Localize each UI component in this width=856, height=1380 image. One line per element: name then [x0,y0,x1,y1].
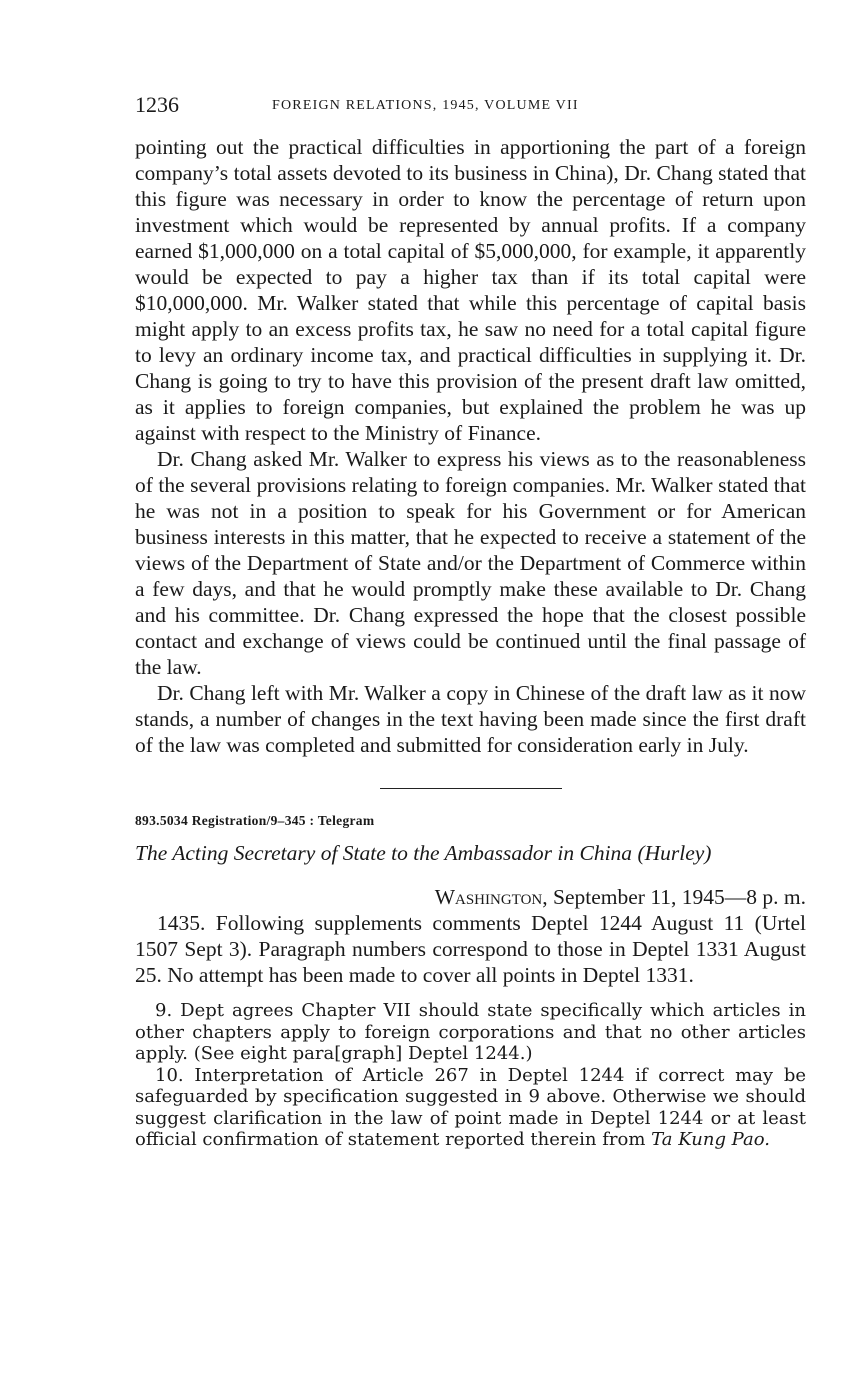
point-9: 9. Dept agrees Chapter VII should state specifically which articles in other chapters apply to foreign corporations and that no other articles apply. (See eight para[graph] Deptel 1244.) [135,1000,806,1064]
document-title-main: The Acting Secretary of State to the Ambassador in China [135,841,633,865]
paragraph: Dr. Chang left with Mr. Walker a copy in Chinese of the draft law as it now stands, a number of changes in the text having been made since the first draft of the law was completed and submitted for consideration early in July. [135,681,806,757]
newspaper-name: Ta Kung Pao. [651,1129,770,1150]
page-number: 1236 [135,92,179,117]
telegram-body [135,910,806,988]
file-reference: 893.5034 Registration/9–345 : Telegram [135,813,375,828]
document-title [135,839,806,867]
numbered-points [135,1000,806,1151]
dateline [135,885,806,910]
document-title-recipient: (Hurley) [637,841,712,865]
point-10 [135,1065,806,1151]
running-head [135,92,806,126]
dateline-place: Washington [434,885,543,909]
running-head-title: FOREIGN RELATIONS, 1945, VOLUME VII [272,98,579,113]
paragraph: 1435. Following supplements comments Deptel 1244 August 11 (Urtel 1507 Sept 3). Paragraph numbers correspond to those in Deptel 1331 August 25. No attempt has been made to cover all points in Deptel 1331. [135,911,806,987]
dateline-date: , September 11, 1945—8 p. m. [542,885,806,909]
continued-text [135,134,806,758]
paragraph: Dr. Chang asked Mr. Walker to express his views as to the reasonableness of the several provisions relating to foreign companies. Mr. Walker stated that he was not in a position to speak for his Government or for American business interests in this matter, that he expected to receive a statement of the views of the Department of State and/or the Department of Commerce within a few days, and that he would promptly make these available to Dr. Chang and his committee. Dr. Chang expressed the hope that the closest possible contact and exchange of views could be continued until the final passage of the law. [135,447,806,679]
paragraph: pointing out the practical difficulties in apportioning the part of a foreign company’s total assets devoted to its business in China), Dr. Chang stated that this figure was necessary in order to know the percentage of return upon investment which would be represented by annual profits. If a company earned $1,000,000 on a total capital of $5,000,000, for example, it apparently would be expected to pay a higher tax than if its total capital were $10,000,000. Mr. Walker stated that while this percentage of capital basis might apply to an excess profits tax, he saw no need for a total capital figure to levy an ordinary income tax, and practical difficulties in supplying it. Dr. Chang is going to try to have this provision of the present draft law omitted, as it applies to foreign companies, but explained the problem he was up against with respect to the Ministry of Finance. [135,135,806,445]
section-divider [380,788,562,789]
point-10-text: 10. Interpretation of Article 267 in Deptel 1244 if correct may be safeguarded by specification suggested in 9 above. Otherwise we should suggest clarification in the law of point made in Deptel 1244 or at least official confirmation of statement reported therein from [135,1064,806,1150]
